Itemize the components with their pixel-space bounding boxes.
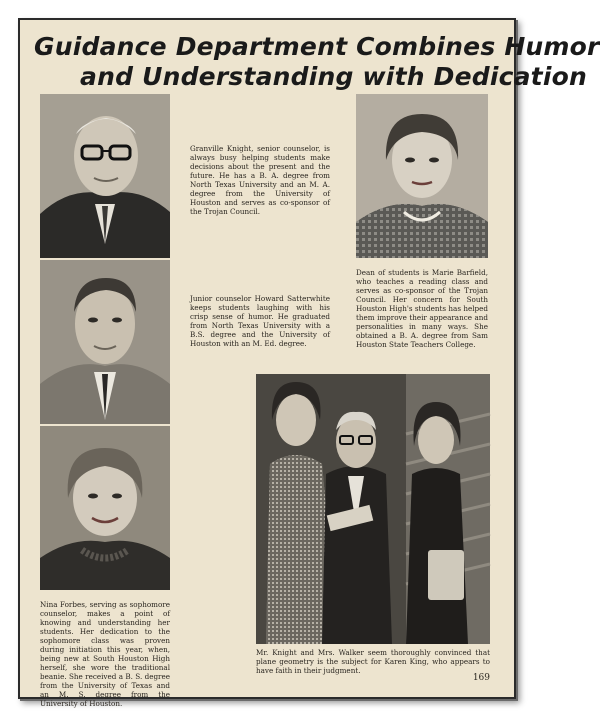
photo-howard-satterwhite xyxy=(40,260,170,424)
page-title-line-2: and Understanding with Dedication xyxy=(80,62,587,91)
photo-knight-walker-king xyxy=(256,374,490,644)
yearbook-page xyxy=(18,18,600,708)
photo-marie-barfield xyxy=(356,94,488,258)
caption-howard-satterwhite: Junior counselor Howard Satterwhite keeps students laughing with his crisp sense of humor. He graduated from North Texas University with a B.S. degree and the University of Houston with an M. Ed. degree. xyxy=(190,294,330,348)
caption-nina-forbes: Nina Forbes, serving as sophomore counselor, makes a point of knowing and understanding her students. Her dedication to the sophomore class was proven during initiation this year, when, being new at South Houston High herself, she wore the traditional beanie. She received a B. S. degree from the University of Texas and an M. S. degree from the University of Houston. xyxy=(40,600,170,708)
caption-marie-barfield: Dean of students is Marie Barfield, who teaches a reading class and serves as co-sponsor of the Trojan Council. Her concern for South Houston High's students has helped them improve their appearance and personalities in many ways. She obtained a B. A. degree from Sam Houston State Teachers College. xyxy=(356,268,488,349)
photo-nina-forbes xyxy=(40,426,170,590)
caption-granville-knight: Granville Knight, senior counselor, is always busy helping students make decisions about the present and the future. He has a B. A. degree from North Texas University and an M. A. degree from the University of Houston and serves as co-sponsor of the Trojan Council. xyxy=(190,144,330,216)
caption-group-photo: Mr. Knight and Mrs. Walker seem thoroughly convinced that plane geometry is the subject for Karen King, who appears to have faith in their judgment. xyxy=(256,648,490,675)
photo-granville-knight xyxy=(40,94,170,258)
page-title-line-1: Guidance Department Combines Humor xyxy=(34,32,600,61)
page-number: 169 xyxy=(472,673,490,683)
